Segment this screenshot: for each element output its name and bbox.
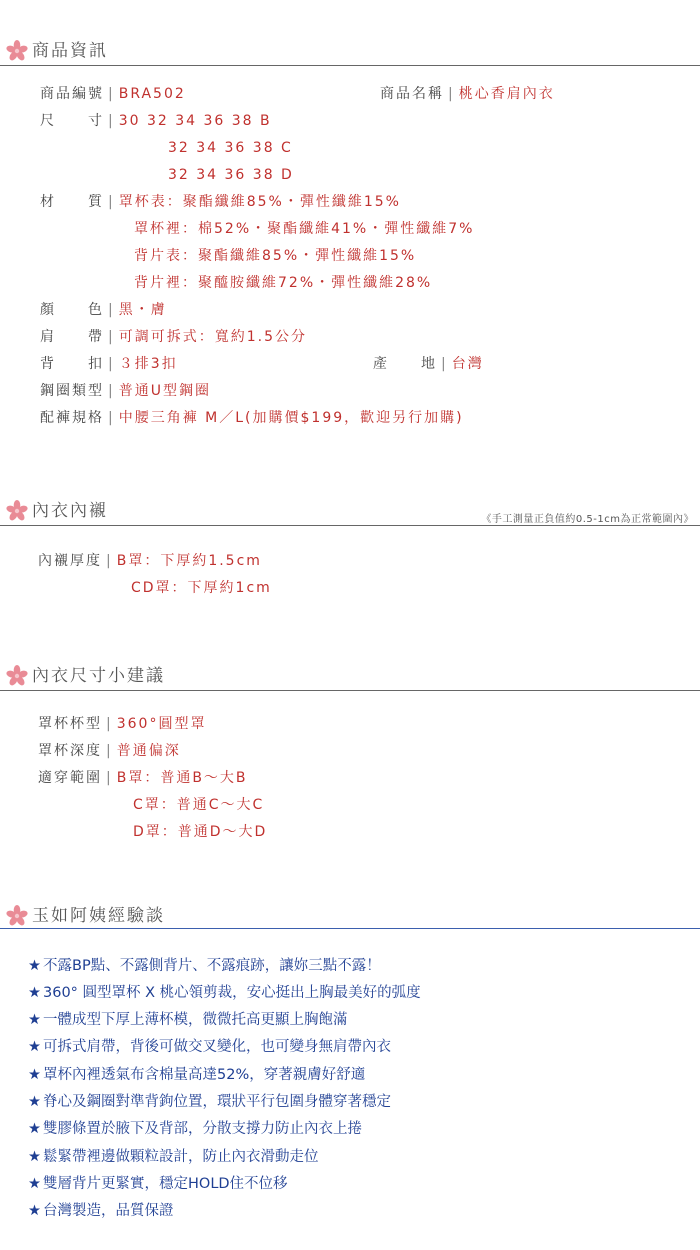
tip-item xyxy=(28,1092,391,1112)
lining-thickness-row: 內襯厚度 | B罩：下厚約1.5cm xyxy=(38,553,262,569)
divider xyxy=(0,65,700,66)
tip-text: 罩杯內裡透氣布含棉量高達52%，穿著親膚好舒適 xyxy=(43,1067,366,1083)
flower-icon xyxy=(6,905,28,927)
strap-row: 肩 帶 | 可調可拆式：寬約1.5公分 xyxy=(40,329,307,345)
size-line: 30 32 34 36 38 B xyxy=(118,113,272,129)
size-line: 32 34 36 38 D xyxy=(168,167,294,183)
panty-label: 配褲規格 xyxy=(40,410,104,426)
product-code-label: 商品編號 xyxy=(40,86,104,102)
product-code-value: BRA502 xyxy=(118,86,186,102)
product-name-value: 桃心香肩內衣 xyxy=(458,86,555,102)
divider xyxy=(0,928,700,929)
tip-text: 不露BP點、不露側背片、不露痕跡，讓妳三點不露！ xyxy=(43,958,381,974)
star-icon: ★ xyxy=(28,1039,41,1055)
product-name-label: 商品名稱 xyxy=(380,86,444,102)
lining-thickness-line: B罩：下厚約1.5cm xyxy=(116,553,262,569)
size-row: 尺 寸 | 30 32 34 36 38 B xyxy=(40,113,272,129)
origin-row: 產 地 | 台灣 xyxy=(373,356,484,372)
hook-label: 背 扣 xyxy=(40,356,104,372)
cup-type-row: 罩杯杯型 | 360°圓型罩 xyxy=(38,716,207,732)
tip-item xyxy=(28,1174,288,1194)
strap-label: 肩 帶 xyxy=(40,329,104,345)
section-title: 內衣尺寸小建議 xyxy=(32,666,165,686)
tip-text: 可拆式肩帶，背後可做交叉變化，也可變身無肩帶內衣 xyxy=(43,1039,391,1055)
product-name-row: 商品名稱 | 桃心香肩內衣 xyxy=(380,86,555,102)
tip-item xyxy=(28,983,421,1003)
size-line: 32 34 36 38 C xyxy=(168,140,293,156)
tip-item xyxy=(28,1065,365,1085)
cup-depth-label: 罩杯深度 xyxy=(38,743,102,759)
material-line: 罩杯裡：棉52%・聚酯纖維41%・彈性纖維7% xyxy=(134,221,475,237)
star-icon: ★ xyxy=(28,1149,41,1165)
wire-row: 鋼圈類型 | 普通U型鋼圈 xyxy=(40,383,211,399)
material-line: 背片裡：聚醯胺纖維72%・彈性纖維28% xyxy=(134,275,433,291)
cup-depth-row: 罩杯深度 | 普通偏深 xyxy=(38,743,181,759)
tip-text: 脊心及鋼圈對準背鉤位置，環狀平行包圍身體穿著穩定 xyxy=(43,1094,391,1110)
size-label: 尺 寸 xyxy=(40,113,104,129)
hook-value: ３排3扣 xyxy=(118,356,178,372)
flower-icon xyxy=(6,40,28,62)
star-icon: ★ xyxy=(28,985,41,1001)
fit-range-line: B罩：普通B～大B xyxy=(116,770,248,786)
fit-range-line: D罩：普通D～大D xyxy=(133,824,268,840)
lining-thickness-label: 內襯厚度 xyxy=(38,553,102,569)
material-line: 背片表：聚酯纖維85%・彈性纖維15% xyxy=(134,248,417,264)
hook-row: 背 扣 | ３排3扣 xyxy=(40,356,178,372)
tip-item xyxy=(28,1201,174,1221)
cup-depth-value: 普通偏深 xyxy=(116,743,181,759)
star-icon: ★ xyxy=(28,1012,41,1028)
star-icon: ★ xyxy=(28,1121,41,1137)
section-title: 商品資訊 xyxy=(32,41,108,61)
panty-value: 中腰三角褲 M／L(加購價$199，歡迎另行加購) xyxy=(118,410,464,426)
flower-icon xyxy=(6,500,28,522)
color-row: 顏 色 | 黑・膚 xyxy=(40,302,167,318)
tip-item xyxy=(28,1037,391,1057)
fit-range-row: 適穿範圍 | B罩：普通B～大B xyxy=(38,770,248,786)
flower-icon xyxy=(6,665,28,687)
tip-text: 360° 圓型罩杯 X 桃心領剪裁，安心挺出上胸最美好的弧度 xyxy=(43,985,421,1001)
material-row: 材 質 | 罩杯表：聚酯纖維85%・彈性纖維15% xyxy=(40,194,401,210)
origin-value: 台灣 xyxy=(451,356,484,372)
divider xyxy=(0,525,700,526)
tip-text: 雙膠條置於腋下及背部，分散支撐力防止內衣上捲 xyxy=(43,1121,362,1137)
tip-text: 台灣製造，品質保證 xyxy=(43,1203,174,1219)
tip-item xyxy=(28,1010,348,1030)
origin-label: 產 地 xyxy=(373,356,437,372)
panty-row: 配褲規格 | 中腰三角褲 M／L(加購價$199，歡迎另行加購) xyxy=(40,410,464,426)
material-line: 罩杯表：聚酯纖維85%・彈性纖維15% xyxy=(118,194,401,210)
star-icon: ★ xyxy=(28,1067,41,1083)
section-title: 內衣內襯 xyxy=(32,501,108,521)
tip-text: 雙層背片更緊實，穩定HOLD住不位移 xyxy=(43,1176,288,1192)
color-value: 黑・膚 xyxy=(118,302,167,318)
wire-value: 普通U型鋼圈 xyxy=(118,383,211,399)
product-code-row: 商品編號 | BRA502 xyxy=(40,86,186,102)
strap-value: 可調可拆式：寬約1.5公分 xyxy=(118,329,307,345)
wire-label: 鋼圈類型 xyxy=(40,383,104,399)
tip-item xyxy=(28,1147,319,1167)
star-icon: ★ xyxy=(28,958,41,974)
fit-range-label: 適穿範圍 xyxy=(38,770,102,786)
tip-text: 一體成型下厚上薄杯模，微微托高更顯上胸飽滿 xyxy=(43,1012,348,1028)
material-label: 材 質 xyxy=(40,194,104,210)
color-label: 顏 色 xyxy=(40,302,104,318)
tip-text: 鬆緊帶裡邊做顆粒設計，防止內衣滑動走位 xyxy=(43,1149,319,1165)
star-icon: ★ xyxy=(28,1176,41,1192)
tip-item xyxy=(28,1119,362,1139)
star-icon: ★ xyxy=(28,1203,41,1219)
tip-item xyxy=(28,956,381,976)
lining-thickness-line: CD罩：下厚約1cm xyxy=(131,580,272,596)
cup-type-label: 罩杯杯型 xyxy=(38,716,102,732)
star-icon: ★ xyxy=(28,1094,41,1110)
cup-type-value: 360°圓型罩 xyxy=(116,716,207,732)
section-title: 玉如阿姨經驗談 xyxy=(32,906,165,926)
measurement-note: 《手工測量正負值約0.5-1cm為正常範圍內》 xyxy=(481,514,694,525)
divider xyxy=(0,690,700,691)
fit-range-line: C罩：普通C～大C xyxy=(133,797,265,813)
